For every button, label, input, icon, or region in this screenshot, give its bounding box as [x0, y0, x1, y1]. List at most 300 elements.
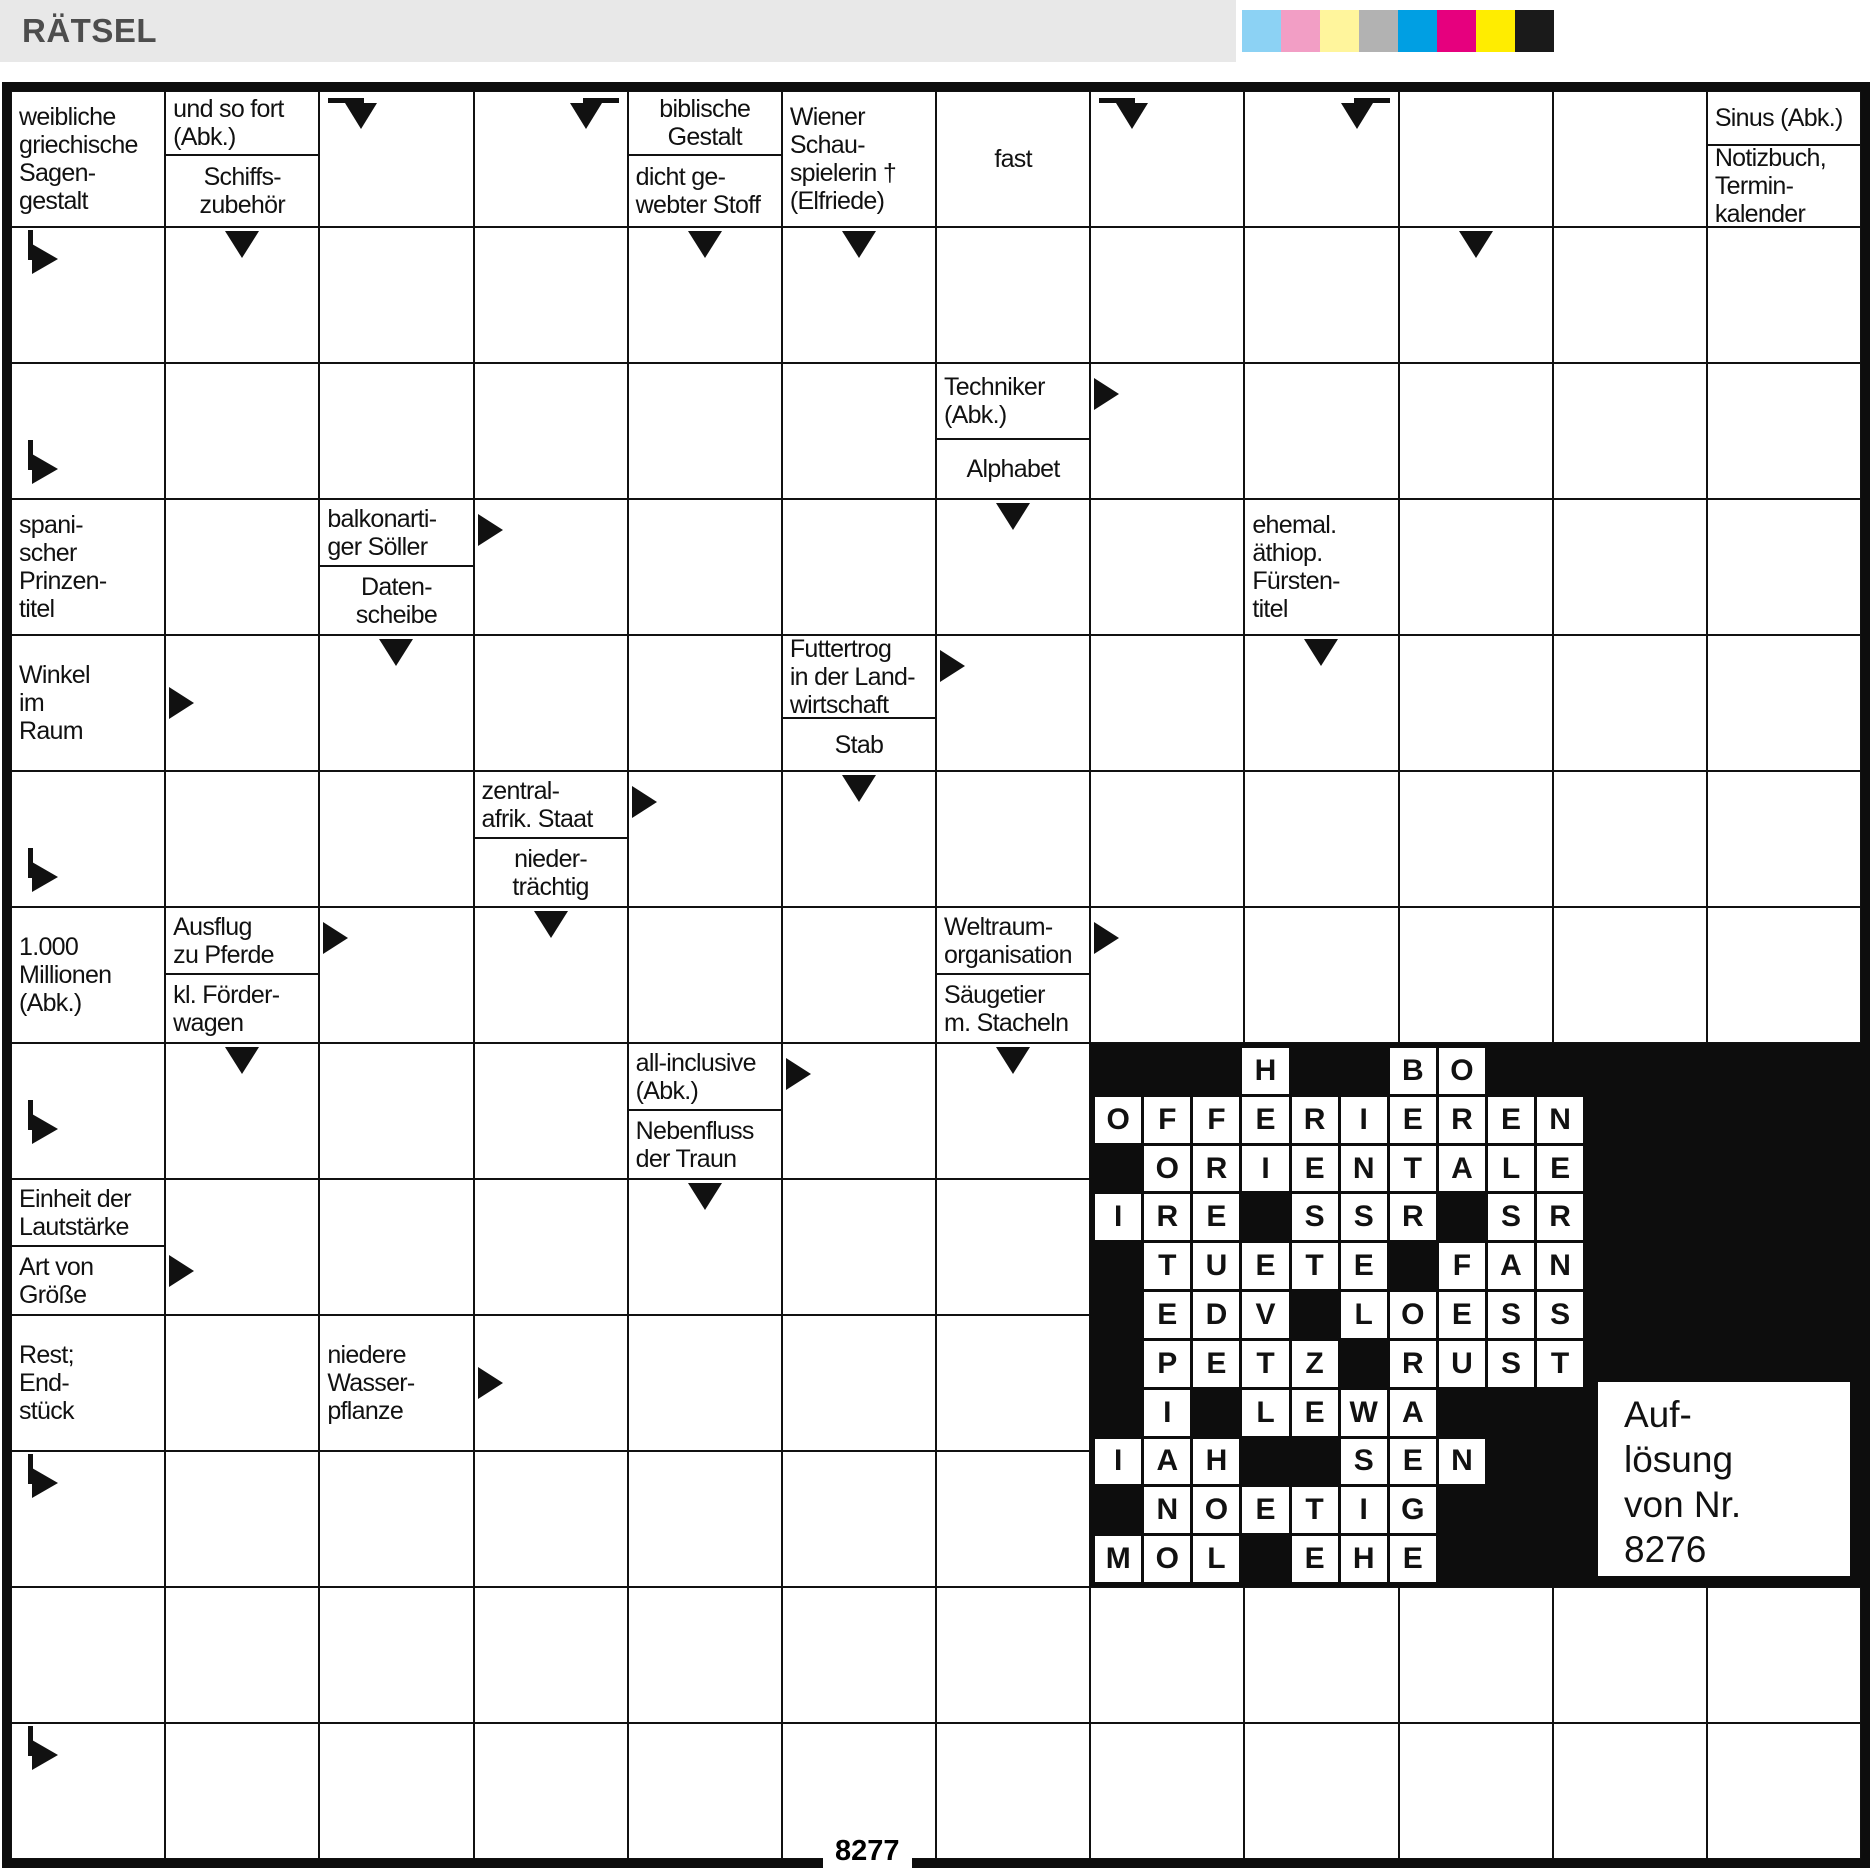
answer-cell[interactable] — [474, 499, 628, 635]
answer-cell[interactable] — [474, 91, 628, 227]
answer-cell[interactable] — [319, 363, 473, 499]
down-arrow-icon — [842, 231, 876, 258]
solution-black-cell — [1144, 1048, 1190, 1094]
clue-cell — [11, 1179, 165, 1315]
solution-letter-cell: E — [1390, 1536, 1436, 1582]
answer-cell[interactable] — [319, 907, 473, 1043]
answer-cell[interactable] — [782, 1179, 936, 1315]
turn-down-left-arrow-icon — [1099, 98, 1151, 154]
clue-cell — [628, 1043, 782, 1179]
answer-cell[interactable] — [1090, 227, 1244, 363]
answer-cell[interactable] — [628, 1315, 782, 1451]
clue-cell — [11, 91, 165, 227]
down-arrow-icon — [1304, 639, 1338, 666]
clue-cell — [11, 907, 165, 1043]
answer-cell[interactable] — [628, 635, 782, 771]
answer-cell[interactable] — [1090, 363, 1244, 499]
solution-letter-cell: H — [1242, 1048, 1288, 1094]
down-arrow-icon — [996, 503, 1030, 530]
crossword-grid — [11, 91, 1861, 1859]
solution-letter-cell: U — [1439, 1341, 1485, 1387]
clue-cell — [165, 91, 319, 227]
color-swatch — [1437, 10, 1476, 52]
color-bar-panel — [1236, 0, 1872, 62]
solution-black-cell — [1242, 1536, 1288, 1582]
answer-cell[interactable] — [474, 1451, 628, 1587]
answer-cell[interactable] — [1399, 771, 1553, 907]
turn-down-right-arrow-icon — [1338, 98, 1390, 154]
solution-letter-cell: A — [1390, 1390, 1436, 1436]
answer-cell[interactable] — [165, 1179, 319, 1315]
clue-text: Stab — [834, 730, 884, 759]
answer-cell[interactable] — [319, 227, 473, 363]
solution-letter-cell: O — [1144, 1146, 1190, 1192]
clue-text: Ausflug zu Pferde — [173, 912, 274, 969]
turn-right-arrow-icon — [28, 1100, 82, 1150]
answer-cell[interactable] — [1399, 363, 1553, 499]
clue-text: Art von Größe — [19, 1252, 94, 1309]
solution-letter-cell: L — [1488, 1146, 1534, 1192]
answer-cell[interactable] — [1399, 1723, 1553, 1859]
solution-letter-cell: G — [1390, 1487, 1436, 1533]
answer-cell[interactable] — [1399, 635, 1553, 771]
answer-cell[interactable] — [936, 1043, 1090, 1179]
answer-cell[interactable] — [474, 363, 628, 499]
solution-black-cell — [1095, 1048, 1141, 1094]
answer-cell[interactable] — [165, 771, 319, 907]
clue-cell — [474, 771, 628, 907]
answer-cell[interactable] — [1707, 907, 1861, 1043]
solution-letter-cell: S — [1488, 1341, 1534, 1387]
solution-letter-cell: M — [1095, 1536, 1141, 1582]
answer-cell[interactable] — [165, 1723, 319, 1859]
clue-text: Alphabet — [966, 455, 1060, 484]
solution-letter-cell: E — [1390, 1439, 1436, 1485]
answer-cell[interactable] — [1244, 1587, 1398, 1723]
answer-cell[interactable] — [1707, 227, 1861, 363]
solution-letter-cell: N — [1537, 1243, 1583, 1289]
answer-cell[interactable] — [474, 907, 628, 1043]
clue-text: Sinus (Abk.) — [1714, 103, 1843, 132]
solution-letter-cell: E — [1292, 1390, 1338, 1436]
color-swatch — [1242, 10, 1281, 52]
answer-cell[interactable] — [1244, 1723, 1398, 1859]
solution-letter-cell: H — [1341, 1536, 1387, 1582]
answer-cell[interactable] — [628, 1587, 782, 1723]
solution-letter-cell: I — [1341, 1097, 1387, 1143]
answer-cell[interactable] — [1553, 227, 1707, 363]
answer-cell[interactable] — [1244, 635, 1398, 771]
clue-cell — [11, 499, 165, 635]
answer-cell[interactable] — [782, 771, 936, 907]
solution-black-cell — [1095, 1243, 1141, 1289]
answer-cell[interactable] — [165, 1315, 319, 1451]
solution-black-cell — [1537, 1487, 1583, 1533]
solution-letter-cell: L — [1193, 1536, 1239, 1582]
answer-cell[interactable] — [782, 1043, 936, 1179]
answer-cell[interactable] — [1090, 635, 1244, 771]
answer-cell[interactable] — [474, 1043, 628, 1179]
clue-text: Einheit der Lautstärke — [19, 1184, 131, 1241]
solution-letter-cell: A — [1488, 1243, 1534, 1289]
solution-letter-cell: F — [1144, 1097, 1190, 1143]
solution-letter-cell: L — [1341, 1292, 1387, 1338]
answer-cell[interactable] — [1090, 907, 1244, 1043]
answer-cell[interactable] — [1244, 91, 1398, 227]
solution-black-cell — [1095, 1341, 1141, 1387]
clue-text: spani- scher Prinzen- titel — [19, 511, 107, 623]
solution-black-cell — [1488, 1487, 1534, 1533]
color-bar — [1242, 10, 1554, 52]
answer-cell[interactable] — [1090, 499, 1244, 635]
right-arrow-icon — [1094, 922, 1119, 954]
answer-cell[interactable] — [474, 1315, 628, 1451]
answer-cell[interactable] — [11, 227, 165, 363]
answer-cell[interactable] — [1553, 499, 1707, 635]
answer-cell[interactable] — [936, 1587, 1090, 1723]
down-arrow-icon — [225, 231, 259, 258]
right-arrow-icon — [940, 650, 965, 682]
clue-text: niedere Wasser- pflanze — [327, 1341, 415, 1425]
clue-text: Techniker (Abk.) — [944, 373, 1045, 430]
clue-cell — [782, 91, 936, 227]
answer-cell[interactable] — [165, 227, 319, 363]
solution-letter-cell: E — [1242, 1243, 1288, 1289]
answer-cell[interactable] — [628, 227, 782, 363]
answer-cell[interactable] — [11, 1451, 165, 1587]
clue-cell — [11, 1315, 165, 1451]
turn-right-arrow-icon — [28, 230, 82, 280]
answer-cell[interactable] — [782, 499, 936, 635]
right-arrow-icon — [478, 514, 503, 546]
solution-letter-cell: I — [1144, 1390, 1190, 1436]
color-swatch — [1320, 10, 1359, 52]
solution-black-cell — [1439, 1390, 1485, 1436]
solution-letter-cell: V — [1242, 1292, 1288, 1338]
answer-cell[interactable] — [782, 363, 936, 499]
solution-letter-cell: T — [1242, 1341, 1288, 1387]
answer-cell[interactable] — [1399, 1587, 1553, 1723]
down-arrow-icon — [225, 1047, 259, 1074]
solution-letter-cell: E — [1390, 1097, 1436, 1143]
solution-black-cell — [1095, 1292, 1141, 1338]
turn-right-arrow-icon — [28, 1454, 82, 1504]
down-arrow-icon — [1459, 231, 1493, 258]
answer-cell[interactable] — [1707, 1587, 1861, 1723]
answer-cell[interactable] — [628, 907, 782, 1043]
answer-cell[interactable] — [11, 1587, 165, 1723]
answer-cell[interactable] — [474, 227, 628, 363]
solution-letter-cell: N — [1144, 1487, 1190, 1533]
solution-black-cell — [1537, 1439, 1583, 1485]
answer-cell[interactable] — [474, 1723, 628, 1859]
answer-cell[interactable] — [782, 907, 936, 1043]
solution-letter-cell: I — [1242, 1146, 1288, 1192]
answer-cell[interactable] — [165, 1587, 319, 1723]
solution-letter-cell: A — [1144, 1439, 1190, 1485]
solution-black-cell — [1390, 1243, 1436, 1289]
answer-cell[interactable] — [782, 1315, 936, 1451]
answer-cell[interactable] — [628, 499, 782, 635]
solution-letter-cell: R — [1537, 1194, 1583, 1240]
solution-block — [1090, 1043, 1861, 1587]
answer-cell[interactable] — [1244, 771, 1398, 907]
answer-cell[interactable] — [1553, 771, 1707, 907]
answer-cell[interactable] — [319, 1043, 473, 1179]
turn-right-arrow-icon — [28, 1726, 82, 1776]
answer-cell[interactable] — [319, 91, 473, 227]
color-swatch — [1281, 10, 1320, 52]
answer-cell[interactable] — [165, 1043, 319, 1179]
answer-cell[interactable] — [165, 363, 319, 499]
solution-black-cell — [1439, 1536, 1485, 1582]
solution-mini-grid — [1091, 1044, 1587, 1586]
answer-cell[interactable] — [1553, 907, 1707, 1043]
clue-text: Daten- scheibe — [355, 572, 438, 629]
solution-letter-cell: E — [1193, 1341, 1239, 1387]
solution-letter-cell: S — [1488, 1194, 1534, 1240]
color-swatch — [1476, 10, 1515, 52]
answer-cell[interactable] — [1553, 91, 1707, 227]
answer-cell[interactable] — [11, 363, 165, 499]
answer-cell[interactable] — [319, 1723, 473, 1859]
solution-letter-cell: T — [1292, 1487, 1338, 1533]
answer-cell[interactable] — [1553, 1587, 1707, 1723]
solution-note-line: lösung — [1624, 1439, 1734, 1480]
answer-cell[interactable] — [1553, 363, 1707, 499]
solution-letter-cell: E — [1341, 1243, 1387, 1289]
answer-cell[interactable] — [628, 1451, 782, 1587]
solution-black-cell — [1095, 1390, 1141, 1436]
solution-letter-cell: I — [1341, 1487, 1387, 1533]
solution-letter-cell: S — [1488, 1292, 1534, 1338]
turn-right-arrow-icon — [28, 848, 82, 898]
solution-black-cell — [1537, 1536, 1583, 1582]
answer-cell[interactable] — [1244, 907, 1398, 1043]
answer-cell[interactable] — [782, 1451, 936, 1587]
answer-cell[interactable] — [1399, 499, 1553, 635]
solution-letter-cell: O — [1390, 1292, 1436, 1338]
solution-letter-cell: Z — [1292, 1341, 1338, 1387]
answer-cell[interactable] — [11, 1043, 165, 1179]
answer-cell[interactable] — [1707, 1723, 1861, 1859]
solution-letter-cell: O — [1439, 1048, 1485, 1094]
answer-cell[interactable] — [628, 1723, 782, 1859]
clue-text: fast — [994, 145, 1032, 173]
solution-black-cell — [1292, 1439, 1338, 1485]
solution-letter-cell: O — [1095, 1097, 1141, 1143]
page-title: RÄTSEL — [22, 12, 157, 49]
solution-letter-cell: U — [1193, 1243, 1239, 1289]
solution-letter-cell: N — [1537, 1097, 1583, 1143]
answer-cell[interactable] — [936, 635, 1090, 771]
right-arrow-icon — [323, 922, 348, 954]
answer-cell[interactable] — [936, 1723, 1090, 1859]
crossword — [2, 82, 1870, 1868]
answer-cell[interactable] — [474, 1179, 628, 1315]
solution-letter-cell: E — [1537, 1146, 1583, 1192]
clue-cell — [319, 1315, 473, 1451]
color-swatch — [1398, 10, 1437, 52]
answer-cell[interactable] — [319, 1179, 473, 1315]
solution-black-cell — [1193, 1390, 1239, 1436]
answer-cell[interactable] — [1399, 907, 1553, 1043]
solution-letter-cell: S — [1341, 1194, 1387, 1240]
solution-black-cell — [1488, 1390, 1534, 1436]
solution-note-line: 8276 — [1624, 1529, 1707, 1570]
answer-cell[interactable] — [936, 227, 1090, 363]
answer-cell[interactable] — [1707, 635, 1861, 771]
solution-letter-cell: O — [1144, 1536, 1190, 1582]
clue-text: kl. Förder- wagen — [173, 980, 280, 1037]
clue-text: Weltraum- organisation — [944, 912, 1072, 969]
solution-letter-cell: E — [1242, 1097, 1288, 1143]
turn-down-left-arrow-icon — [328, 98, 380, 154]
clue-cell — [1244, 499, 1398, 635]
down-arrow-icon — [688, 231, 722, 258]
answer-cell[interactable] — [1553, 1723, 1707, 1859]
answer-cell[interactable] — [1707, 771, 1861, 907]
answer-cell[interactable] — [319, 1587, 473, 1723]
solution-black-cell — [1488, 1439, 1534, 1485]
answer-cell[interactable] — [319, 635, 473, 771]
solution-black-cell — [1439, 1487, 1485, 1533]
answer-cell[interactable] — [1244, 363, 1398, 499]
answer-cell[interactable] — [1090, 91, 1244, 227]
solution-letter-cell: R — [1193, 1146, 1239, 1192]
turn-down-right-arrow-icon — [567, 98, 619, 154]
puzzle-number: 8277 — [823, 1834, 912, 1870]
answer-cell[interactable] — [628, 771, 782, 907]
clue-text: weibliche griechische Sagen- gestalt — [19, 103, 138, 215]
solution-black-cell — [1439, 1194, 1485, 1240]
solution-black-cell — [1095, 1146, 1141, 1192]
solution-black-cell — [1488, 1536, 1534, 1582]
solution-letter-cell: P — [1144, 1341, 1190, 1387]
solution-letter-cell: B — [1390, 1048, 1436, 1094]
solution-letter-cell: E — [1292, 1536, 1338, 1582]
clue-cell — [936, 907, 1090, 1043]
solution-black-cell — [1193, 1048, 1239, 1094]
answer-cell[interactable] — [11, 1723, 165, 1859]
solution-letter-cell: T — [1144, 1243, 1190, 1289]
solution-letter-cell: F — [1193, 1097, 1239, 1143]
answer-cell[interactable] — [1244, 227, 1398, 363]
solution-letter-cell: D — [1193, 1292, 1239, 1338]
solution-letter-cell: I — [1095, 1439, 1141, 1485]
clue-text: all-inclusive (Abk.) — [635, 1048, 756, 1105]
answer-cell[interactable] — [628, 363, 782, 499]
solution-black-cell — [1292, 1292, 1338, 1338]
answer-cell[interactable] — [1090, 1723, 1244, 1859]
answer-cell[interactable] — [1707, 363, 1861, 499]
answer-cell[interactable] — [936, 499, 1090, 635]
solution-letter-cell: T — [1390, 1146, 1436, 1192]
solution-letter-cell: R — [1390, 1194, 1436, 1240]
down-arrow-icon — [688, 1183, 722, 1210]
clue-text: biblische Gestalt — [659, 95, 751, 152]
answer-cell[interactable] — [319, 1451, 473, 1587]
solution-letter-cell: R — [1439, 1097, 1485, 1143]
down-arrow-icon — [379, 639, 413, 666]
answer-cell[interactable] — [165, 1451, 319, 1587]
solution-black-cell — [1341, 1048, 1387, 1094]
right-arrow-icon — [478, 1367, 503, 1399]
right-arrow-icon — [786, 1058, 811, 1090]
clue-text: Wiener Schau- spielerin † (Elfriede) — [789, 103, 897, 215]
answer-cell[interactable] — [1399, 227, 1553, 363]
answer-cell[interactable] — [1399, 91, 1553, 227]
answer-cell[interactable] — [1707, 499, 1861, 635]
answer-cell[interactable] — [936, 1179, 1090, 1315]
solution-letter-cell: E — [1193, 1194, 1239, 1240]
answer-cell[interactable] — [782, 1587, 936, 1723]
clue-cell — [782, 635, 936, 771]
answer-cell[interactable] — [165, 635, 319, 771]
solution-letter-cell: T — [1537, 1341, 1583, 1387]
solution-letter-cell: A — [1439, 1146, 1485, 1192]
answer-cell[interactable] — [936, 1451, 1090, 1587]
answer-cell[interactable] — [936, 1315, 1090, 1451]
color-swatch — [1515, 10, 1554, 52]
clue-text: ehemal. äthiop. Fürsten- titel — [1252, 511, 1340, 623]
solution-note — [1598, 1382, 1850, 1576]
answer-cell[interactable] — [11, 771, 165, 907]
clue-cell — [11, 635, 165, 771]
solution-letter-cell: T — [1292, 1243, 1338, 1289]
solution-letter-cell: L — [1242, 1390, 1288, 1436]
clue-text: Schiffs- zubehör — [199, 163, 285, 220]
clue-text: balkonarti- ger Söller — [327, 504, 437, 561]
answer-cell[interactable] — [1553, 635, 1707, 771]
answer-cell[interactable] — [474, 635, 628, 771]
clue-text: Notizbuch, Termin- kalender — [1714, 145, 1826, 226]
solution-letter-cell: N — [1439, 1439, 1485, 1485]
solution-letter-cell: E — [1144, 1292, 1190, 1338]
solution-black-cell — [1095, 1487, 1141, 1533]
down-arrow-icon — [996, 1047, 1030, 1074]
answer-cell[interactable] — [474, 1587, 628, 1723]
solution-letter-cell: I — [1095, 1194, 1141, 1240]
answer-cell[interactable] — [936, 771, 1090, 907]
answer-cell[interactable] — [1090, 771, 1244, 907]
clue-text: und so fort (Abk.) — [173, 95, 284, 152]
solution-black-cell — [1537, 1390, 1583, 1436]
answer-cell[interactable] — [165, 499, 319, 635]
solution-letter-cell: H — [1193, 1439, 1239, 1485]
answer-cell[interactable] — [782, 227, 936, 363]
clue-text: Rest; End- stück — [19, 1341, 74, 1425]
color-swatch — [1359, 10, 1398, 52]
solution-letter-cell: S — [1292, 1194, 1338, 1240]
solution-letter-cell: R — [1144, 1194, 1190, 1240]
answer-cell[interactable] — [1090, 1587, 1244, 1723]
solution-black-cell — [1341, 1341, 1387, 1387]
right-arrow-icon — [1094, 378, 1119, 410]
solution-note-line: von Nr. — [1624, 1484, 1742, 1525]
solution-black-cell — [1537, 1048, 1583, 1094]
solution-letter-cell: R — [1390, 1341, 1436, 1387]
answer-cell[interactable] — [628, 1179, 782, 1315]
clue-cell — [1707, 91, 1861, 227]
answer-cell[interactable] — [319, 771, 473, 907]
right-arrow-icon — [632, 786, 657, 818]
solution-black-cell — [1242, 1439, 1288, 1485]
clue-cell — [628, 91, 782, 227]
solution-letter-cell: E — [1488, 1097, 1534, 1143]
clue-text: Säugetier m. Stacheln — [944, 980, 1069, 1037]
solution-letter-cell: E — [1242, 1487, 1288, 1533]
